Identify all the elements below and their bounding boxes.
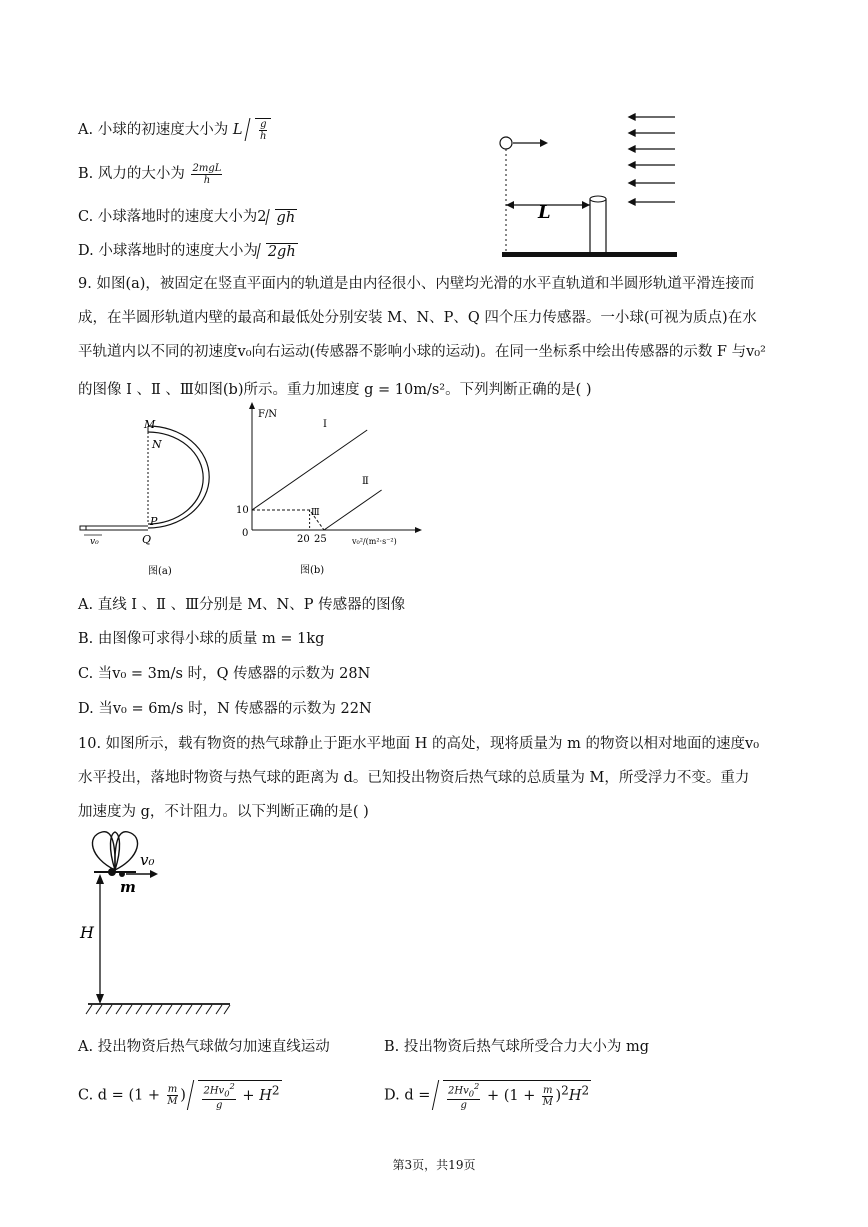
- x-tick-20: 20: [297, 534, 310, 545]
- q9-line-4: 的图像 Ⅰ 、Ⅱ 、Ⅲ如图(b)所示。重力加速度 g = 10m/s²。下列判断正确的是( ): [78, 382, 592, 398]
- q10-option-a: A. 投出物资后热气球做匀加速直线运动: [78, 1039, 330, 1055]
- q9-option-b: B. 由图像可求得小球的质量 m = 1kg: [78, 631, 325, 647]
- fig10-H: H: [80, 923, 94, 942]
- q8-a-den: h: [260, 131, 267, 142]
- q8-d-sqrt: 2gh: [267, 243, 296, 260]
- figure-9b-chart: [228, 400, 428, 577]
- q9-line-2: 成，在半圆形轨道内壁的最高和最低处分别安装 M、N、P、Q 四个压力传感器。一小球(可视为质点)在水: [78, 310, 757, 326]
- q8-option-a-text: A. 小球的初速度大小为: [78, 122, 229, 138]
- cargo-icon: [119, 871, 125, 877]
- q9-option-c: C. 当v₀ = 3m/s 时，Q 传感器的示数为 28N: [78, 666, 371, 682]
- fig9b-caption: 图(b): [300, 565, 325, 576]
- q9-option-a: A. 直线 Ⅰ 、Ⅱ 、Ⅲ分别是 M、N、P 传感器的图像: [78, 597, 406, 613]
- y-axis-label: F/N: [258, 409, 278, 420]
- pipe: [590, 199, 606, 253]
- label-L: L: [538, 202, 551, 223]
- fig9a-M: M: [144, 418, 156, 431]
- velocity-arrow-icon: [540, 139, 548, 147]
- q8-a-num: g: [260, 119, 267, 130]
- q8-option-a-sqrt: [255, 118, 271, 142]
- fig9a-caption: 图(a): [148, 566, 172, 577]
- ball-icon: [500, 137, 512, 149]
- q8-b-den: h: [203, 174, 211, 186]
- series-label-II: Ⅱ: [362, 476, 369, 487]
- q8-b-num: 2mgL: [192, 162, 222, 174]
- ground-hatching: [86, 1005, 230, 1014]
- q10-option-d: D. d = $\frac{2Hv_0^2}{g}$ + (1 + $\frac{m}{M}$ )$^2H^2$: [384, 1081, 590, 1112]
- q9-line-1: 9. 如图(a)，被固定在竖直平面内的轨道是由内径很小、内壁均光滑的水平直轨道和半圆形轨道平滑连接而: [78, 276, 755, 292]
- q8-option-c-text: C. 小球落地时的速度大小为: [78, 209, 258, 225]
- q8-c-coef: 2: [257, 209, 267, 225]
- origin-label: 0: [242, 528, 249, 539]
- figure-q10: [78, 828, 248, 1018]
- q8-option-b-text: B. 风力的大小为: [78, 166, 185, 182]
- q10-option-c: C. d = (1 + $\frac{m}{M}$ ) $\frac{2Hv_0^2}{g}$ + $H^2$: [78, 1081, 280, 1112]
- page-footer: 第3页，共19页: [392, 1158, 476, 1172]
- fig10-m: m: [120, 878, 136, 896]
- q8-option-b: [78, 162, 224, 186]
- fig9a-P: P: [150, 515, 158, 528]
- q8-option-c: [78, 205, 297, 226]
- v0-arrow-icon: [150, 870, 158, 878]
- fig9a-v0: v₀: [90, 537, 99, 547]
- q8-option-d-text: D. 小球落地时的速度大小为: [78, 243, 258, 259]
- balloon-icon: [92, 832, 137, 870]
- q10-line-3: 加速度为 g，不计阻力。以下判断正确的是( ): [78, 804, 369, 820]
- fig9a-N: N: [152, 438, 162, 451]
- series-label-I: Ⅰ: [323, 419, 327, 430]
- series-line-2: [324, 490, 382, 530]
- q9-line-3: 平轨道内以不同的初速度v₀向右运动(传感器不影响小球的运动)。在同一坐标系中绘出传感器的示数 F 与v₀²: [78, 344, 766, 360]
- series-line-1: [252, 430, 367, 510]
- q10-line-2: 水平投出，落地时物资与热气球的距离为 d。已知投出物资后热气球的总质量为 M，所受浮力不变。重力: [78, 770, 750, 786]
- q8-option-a-var: L: [232, 122, 243, 138]
- q8-option-a: [78, 118, 271, 142]
- series-label-III: Ⅲ: [311, 508, 320, 518]
- q10-d-prefix: D. d =: [384, 1087, 435, 1104]
- figure-q8: [490, 105, 690, 265]
- q10-line-1: 10. 如图所示，载有物资的热气球静止于距水平地面 H 的高处，现将质量为 m 的物资以相对地面的速度v₀: [78, 736, 760, 752]
- q8-c-sqrt: gh: [276, 209, 296, 226]
- x-tick-25: 25: [314, 534, 327, 545]
- chart-axes: [249, 402, 422, 533]
- x-axis-label: v₀²/(m²·s⁻²): [352, 537, 397, 546]
- q10-c-prefix: C. d = (1 +: [78, 1087, 165, 1104]
- q10-option-b: B. 投出物资后热气球所受合力大小为 mg: [384, 1039, 650, 1055]
- ground: [502, 252, 677, 257]
- wind-arrows: [629, 114, 675, 205]
- fig10-v0: v₀: [140, 851, 155, 869]
- fig9a-Q: Q: [142, 533, 152, 546]
- figure-9a: [78, 412, 228, 577]
- y-tick-10: 10: [236, 505, 249, 516]
- q8-option-d: [78, 239, 298, 260]
- q9-option-d: D. 当v₀ = 6m/s 时，N 传感器的示数为 22N: [78, 701, 372, 717]
